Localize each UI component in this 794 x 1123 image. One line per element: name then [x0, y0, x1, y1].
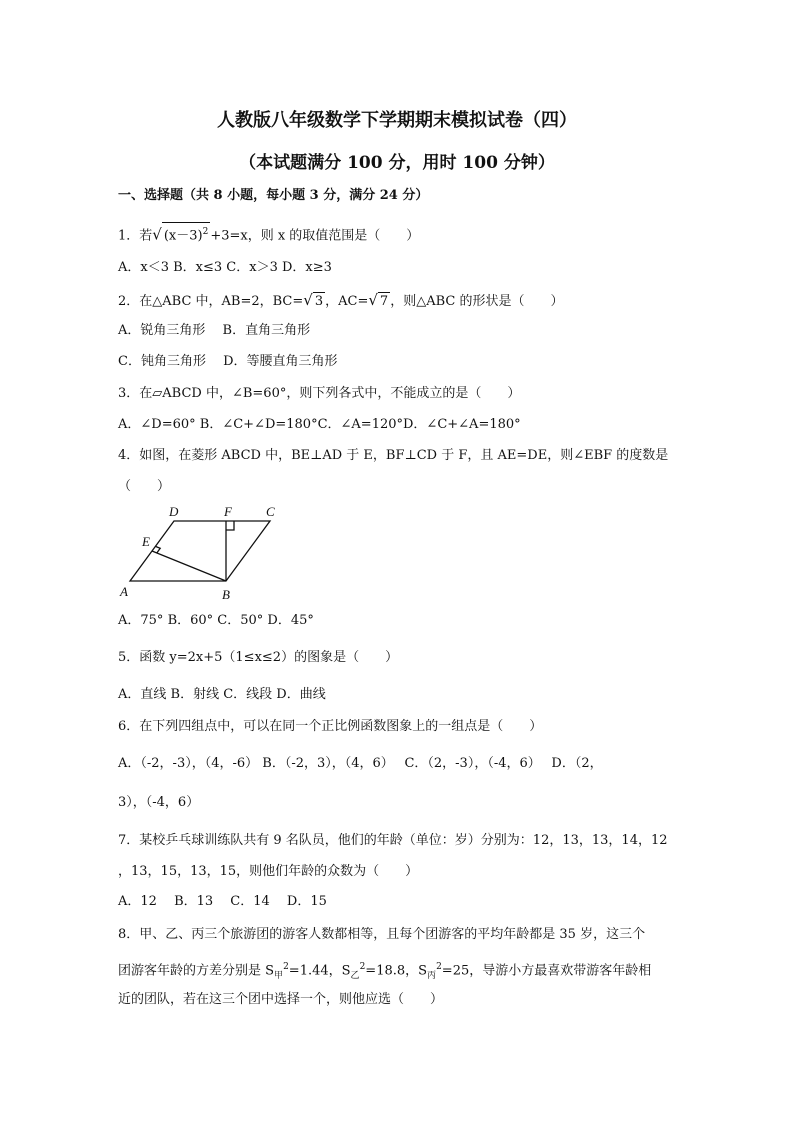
question-3: 3．在▱ABCD 中，∠B=60°，则下列各式中，不能成立的是（ ） [118, 386, 521, 401]
question-6-options-1: A．（-2，-3），（4，-6） B．（-2，3），（4，6） C．（2，-3），（-4，6） D．（2， [118, 756, 603, 771]
question-3-options: A．∠D=60° B．∠C+∠D=180°C．∠A=120°D．∠C+∠A=180° [118, 417, 521, 432]
question-1-options: A．x＜3 B．x≤3 C．x＞3 D．x≥3 [118, 260, 332, 275]
question-8-line-3: 近的团队，若在这三个团中选择一个，则他应选（ ） [118, 992, 444, 1007]
label-a: A [120, 584, 128, 599]
question-4-paren: （ ） [118, 479, 171, 494]
question-2-options-2: C．钝角三角形 D．等腰直角三角形 [118, 354, 338, 369]
rhombus-abcd [130, 521, 270, 581]
label-b: B [222, 587, 230, 602]
question-4-options: A．75° B．60° C．50° D．45° [118, 613, 314, 628]
question-8-line-2: 团游客年龄的方差分别是 $S_甲^2=1.44$，$S_乙^2=18.8$，$S_丙^2=25$，导游小方最喜欢带游客年龄相 [118, 962, 652, 981]
question-6-options-2: 3），（-4，6） [118, 795, 200, 810]
label-c: C [266, 504, 275, 519]
label-d: D [169, 504, 179, 519]
question-5-options: A．直线 B．射线 C．线段 D．曲线 [118, 687, 326, 702]
section-heading: 一、选择题（共 8 小题，每小题 3 分，满分 24 分） [118, 188, 429, 203]
question-2: 2．在△ABC 中，AB=2，BC=√ 3 ，AC=√ 7 ，则△ABC 的形状是（ ） [118, 291, 564, 309]
sqrt-expression: √ $(x-3)^2$ [152, 222, 210, 245]
page-title: 人教版八年级数学下学期期末模拟试卷（四） [217, 110, 577, 131]
question-8-line-1: 8．甲、乙、丙三个旅游团的游客人数都相等，且每个团游客的平均年龄都是 35 岁，这三个 [118, 927, 646, 942]
question-6: 6．在下列四组点中，可以在同一个正比例函数图象上的一组点是（ ） [118, 719, 543, 734]
question-7-line-2: ，13，15，13，15，则他们年龄的众数为（ ） [118, 864, 419, 879]
question-5: 5．函数 y=2x+5（1≤x≤2）的图象是（ ） [118, 650, 399, 665]
segment-be [152, 551, 226, 581]
question-7-options: A．12 B．13 C．14 D．15 [118, 894, 327, 909]
rhombus-figure [118, 504, 288, 604]
label-f: F [224, 504, 232, 519]
question-7-line-1: 7．某校乒乓球训练队共有 9 名队员，他们的年龄（单位：岁）分别为：12，13，13，14，12 [118, 833, 668, 848]
question-4: 4．如图，在菱形 ABCD 中，BE⊥AD 于 E，BF⊥CD 于 F，且 AE=DE，则∠EBF 的度数是 [118, 448, 669, 463]
question-2-options-1: A．锐角三角形 B．直角三角形 [118, 323, 311, 338]
right-angle-mark-f [226, 521, 234, 530]
question-1: 1．若√ $(x-3)^2 +3=x$，则 x 的取值范围是（ ） [118, 222, 419, 245]
label-e: E [142, 534, 150, 549]
page-subtitle: （本试题满分 100 分，用时 100 分钟） [239, 153, 555, 173]
